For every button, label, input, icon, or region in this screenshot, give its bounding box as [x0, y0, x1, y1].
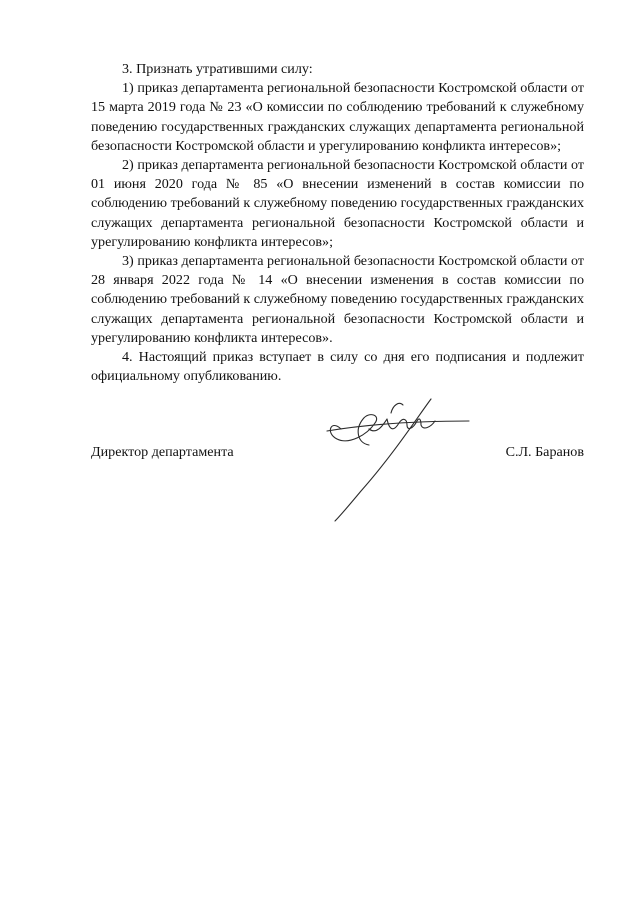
- document-body: [91, 60, 584, 386]
- signer-position-title: Директор департамента: [91, 444, 234, 460]
- handwritten-signature-icon: [323, 395, 473, 525]
- paragraph-repeal-item-1: 1) приказ департамента региональной безопасности Костромской области от 15 марта 2019 года № 23 «О комиссии по соблюдению требований к служебному поведению государственных гражданских служащих департамента региональной безопасности Костромской области и урегулированию конфликта интересов»;: [91, 80, 584, 154]
- paragraph-repeal-heading: 3. Признать утратившими силу:: [122, 61, 313, 77]
- signature-block: [91, 443, 584, 543]
- paragraph-repeal-item-3: 3) приказ департамента региональной безопасности Костромской области от 28 января 2022 года № 14 «О внесении изменения в состав комиссии по соблюдению требований к служебному поведению государственных гражданских служащих департамента региональной безопасности Костромской области и урегулированию конфликта интересов».: [91, 253, 584, 346]
- signer-name: С.Л. Баранов: [505, 444, 584, 460]
- paragraph-repeal-item-2: 2) приказ департамента региональной безопасности Костромской области от 01 июня 2020 года № 85 «О внесении изменений в состав комиссии по соблюдению требований к служебному поведению государственных гражданских служащих департамента региональной безопасности Костромской области и урегулированию конфликта интересов»;: [91, 157, 584, 250]
- paragraph-entry-into-force: 4. Настоящий приказ вступает в силу со дня его подписания и подлежит официальному опубликованию.: [91, 349, 584, 385]
